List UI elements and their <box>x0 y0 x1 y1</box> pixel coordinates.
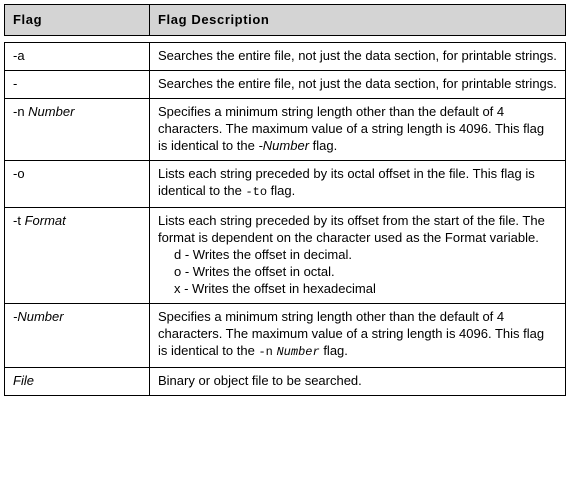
flag-variable: -Number <box>13 309 64 324</box>
flags-table <box>4 4 566 396</box>
description-cell <box>150 99 566 161</box>
table-row <box>5 71 566 99</box>
description-cell <box>150 71 566 99</box>
table-row <box>5 43 566 71</box>
format-option: x - Writes the offset in hexadecimal <box>174 281 376 296</box>
flag-cell <box>5 304 150 368</box>
description-tail: flag. <box>309 138 338 153</box>
table-row <box>5 208 566 304</box>
flag-reference-variable: Number <box>276 345 320 359</box>
flag-prefix: -n <box>13 104 29 119</box>
description-cell <box>150 304 566 368</box>
header-gap <box>5 36 566 43</box>
header-row <box>5 5 566 36</box>
flag-reference: -to <box>245 185 268 199</box>
table-row <box>5 304 566 368</box>
description-text: Searches the entire file, not just the data section, for printable strings. <box>158 76 557 91</box>
flag-variable: Format <box>24 213 66 228</box>
description-text: Specifies a minimum string length other than the default of 4 characters. The maximum value of a string length is 4096. This flag is identical to the <box>158 104 545 153</box>
table-row <box>5 161 566 208</box>
flag-cell <box>5 71 150 99</box>
flag-text: - <box>13 76 18 91</box>
description-column-header: Flag Description <box>150 5 566 36</box>
flag-reference: -Number <box>258 138 310 153</box>
description-tail: flag. <box>319 343 348 358</box>
table-row <box>5 99 566 161</box>
flag-cell <box>5 161 150 208</box>
description-text: Lists each string preceded by its offset from the start of the file. The format is dependent on the character used as the Format variable. <box>158 213 545 245</box>
description-cell <box>150 368 566 396</box>
flag-reference: -n <box>258 345 273 359</box>
flag-text: -o <box>13 166 25 181</box>
description-text: Specifies a minimum string length other than the default of 4 characters. The maximum value of a string length is 4096. This flag is identical to the <box>158 309 545 358</box>
flag-column-header: Flag <box>5 5 150 36</box>
flag-cell <box>5 99 150 161</box>
table-row <box>5 368 566 396</box>
description-text: Lists each string preceded by its octal offset in the file. This flag is identical to the <box>158 166 535 198</box>
description-cell <box>150 161 566 208</box>
format-option: o - Writes the offset in octal. <box>174 264 335 279</box>
description-cell <box>150 208 566 304</box>
flag-cell <box>5 368 150 396</box>
flag-variable: File <box>13 373 34 388</box>
format-option: d - Writes the offset in decimal. <box>174 247 352 262</box>
flag-prefix: -t <box>13 213 25 228</box>
flag-text: -a <box>13 48 25 63</box>
description-text: Binary or object file to be searched. <box>158 373 362 388</box>
flag-cell <box>5 43 150 71</box>
description-tail: flag. <box>267 183 296 198</box>
description-text: Searches the entire file, not just the data section, for printable strings. <box>158 48 557 63</box>
flag-cell <box>5 208 150 304</box>
description-cell <box>150 43 566 71</box>
flag-variable: Number <box>28 104 75 119</box>
